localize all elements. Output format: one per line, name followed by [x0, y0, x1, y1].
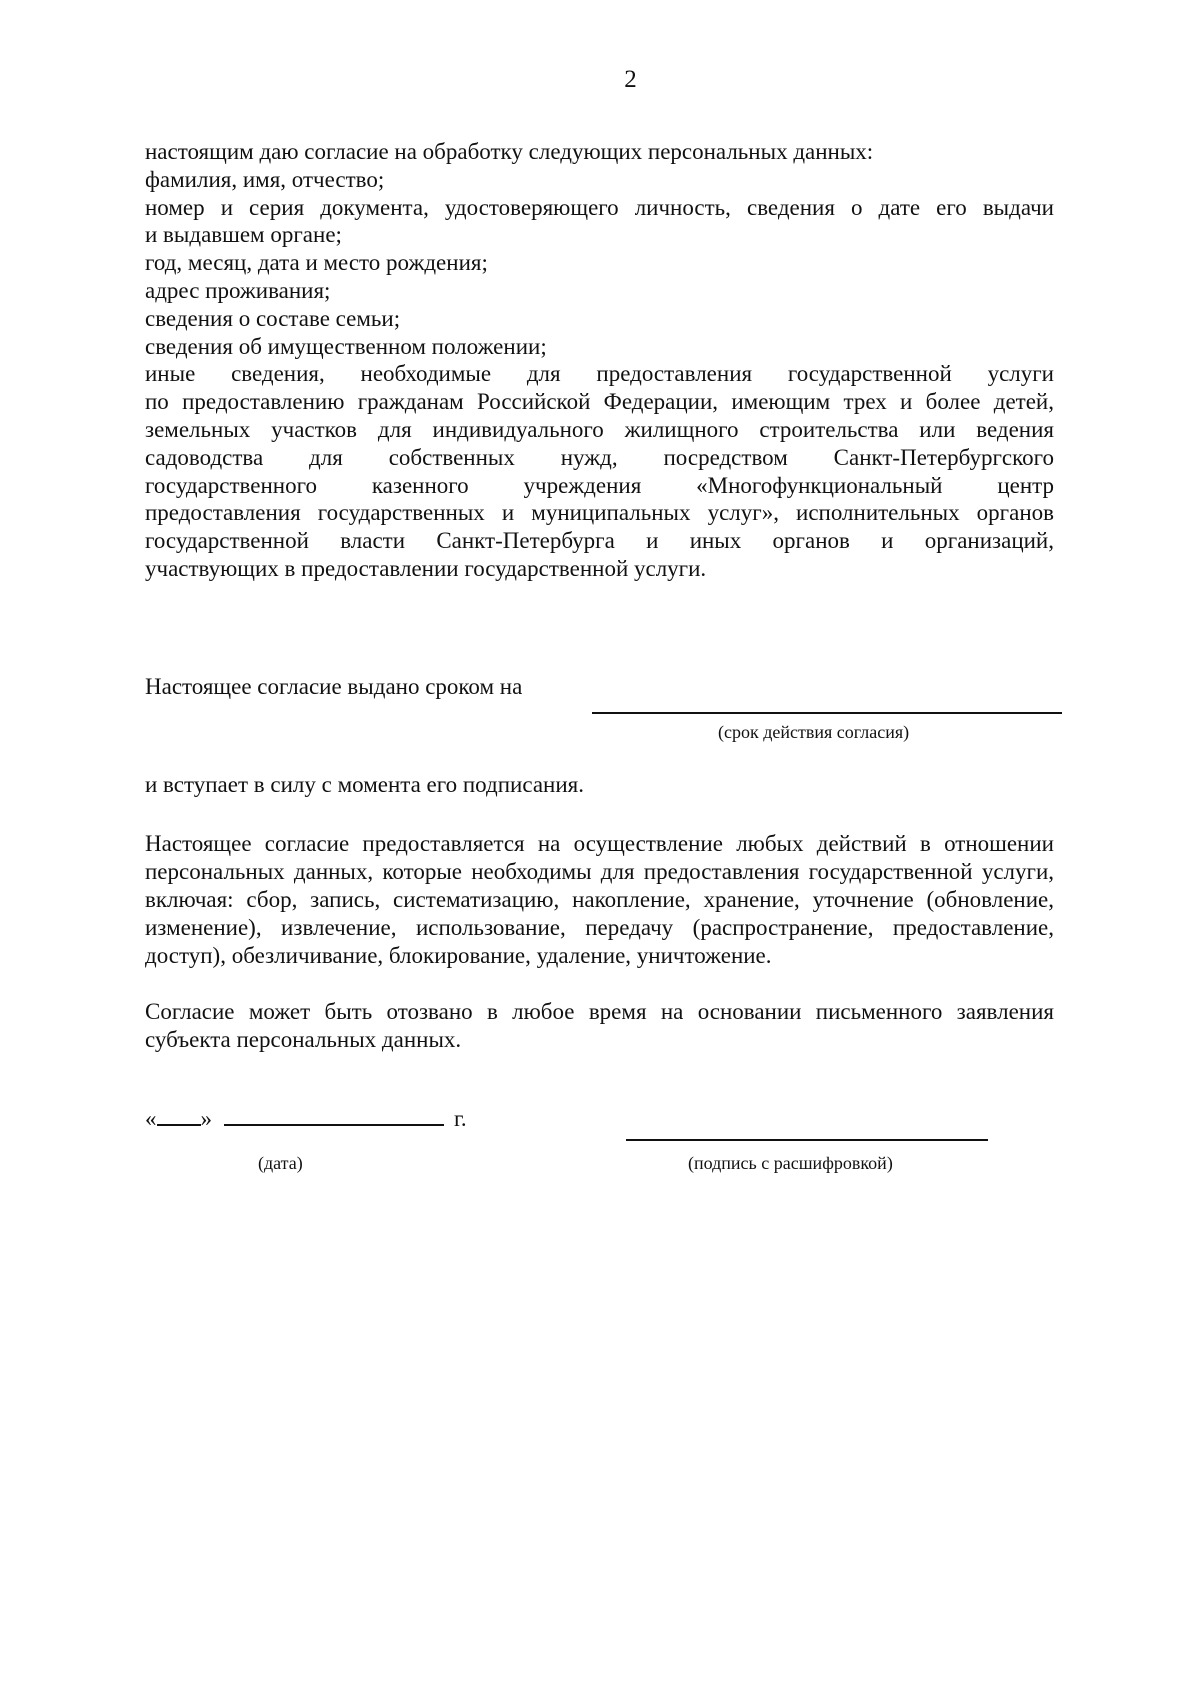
item-address: адрес проживания;: [145, 277, 331, 303]
item-other-line: предоставления государственных и муниципальных услуг», исполнительных органов: [145, 500, 1054, 526]
item-other-line: иные сведения, необходимые для предоставления государственной услуги: [145, 361, 1054, 387]
date-open-quote: «: [145, 1106, 157, 1131]
term-caption: (срок действия согласия): [718, 722, 910, 742]
term-input-line[interactable]: [592, 712, 1062, 714]
item-other-line: государственной власти Санкт-Петербурга и иных органов и организаций,: [145, 528, 1054, 554]
date-month-blank[interactable]: [224, 1104, 444, 1126]
consent-intro: настоящим даю согласие на обработку следующих персональных данных:: [145, 139, 874, 164]
date-year-suffix: г.: [454, 1106, 467, 1131]
item-full-name: фамилия, имя, отчество;: [145, 166, 385, 192]
revoke-paragraph: Согласие может быть отозвано в любое время на основании письменного заявления субъекта персональных данных.: [145, 999, 1054, 1052]
item-other-line: участвующих в предоставлении государственной услуги.: [145, 555, 707, 581]
item-identity-document-cont: и выдавшем органе;: [145, 222, 342, 248]
item-other-line: садоводства для собственных нужд, посредством Санкт-Петербургского: [145, 444, 1054, 470]
item-birth-details: год, месяц, дата и место рождения;: [145, 250, 488, 276]
signature-input-line[interactable]: [626, 1139, 988, 1141]
personal-data-list: [145, 138, 1054, 583]
date-close-quote: »: [200, 1106, 212, 1131]
scope-paragraph: Настоящее согласие предоставляется на осуществление любых действий в отношении персональных данных, которые необходимы для предоставления государственной услуги, включая: сбор, запись, систематизацию, накопление, хранение, уточнение (обновление, изменение), извлечение, использование, передачу (распространение, предоставление, доступ), обезличивание, блокирование, удаление, уничтожение.: [145, 831, 1054, 968]
item-family: сведения о составе семьи;: [145, 305, 401, 331]
term-label: Настоящее согласие выдано сроком на: [145, 674, 523, 699]
date-field: [145, 1104, 467, 1132]
page-number: 2: [624, 66, 637, 93]
signature-caption: (подпись с расшифровкой): [688, 1153, 893, 1173]
item-other-line: по предоставлению гражданам Российской Федерации, имеющим трех и более детей,: [145, 389, 1054, 415]
effect-text: и вступает в силу с момента его подписания.: [145, 772, 584, 797]
item-property: сведения об имущественном положении;: [145, 333, 547, 359]
item-other-line: государственного казенного учреждения «Многофункциональный центр: [145, 472, 1054, 498]
date-caption: (дата): [258, 1153, 303, 1173]
item-identity-document: номер и серия документа, удостоверяющего личность, сведения о дате его выдачи: [145, 194, 1054, 220]
date-day-blank[interactable]: [157, 1104, 201, 1126]
item-other-line: земельных участков для индивидуального жилищного строительства или ведения: [145, 416, 1054, 442]
